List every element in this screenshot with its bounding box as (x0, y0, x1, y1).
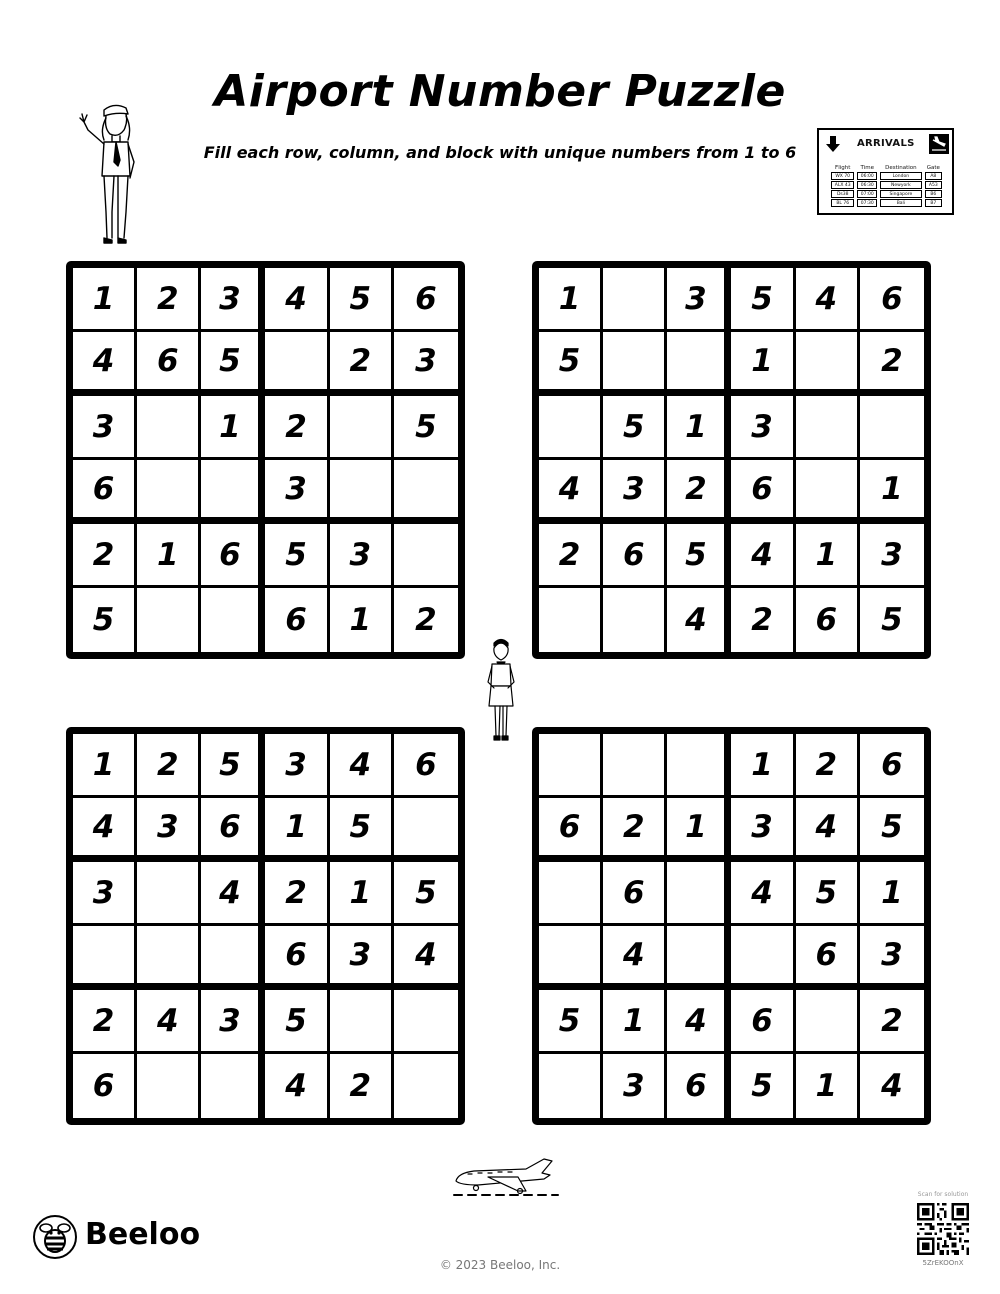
arrivals-cell: BL 76 (831, 199, 854, 207)
given-number-cell: 4 (796, 798, 860, 862)
given-number-cell: 2 (265, 396, 329, 460)
given-number-cell: 4 (796, 268, 860, 332)
given-number-cell: 6 (394, 734, 458, 798)
page-title: Airport Number Puzzle (214, 66, 786, 117)
given-number-cell: 2 (539, 524, 603, 588)
arrivals-column-header: Time (860, 165, 875, 171)
given-number-cell: 3 (330, 524, 394, 588)
given-number-cell: 6 (201, 798, 265, 862)
empty-puzzle-cell[interactable] (73, 926, 137, 990)
given-number-cell: 2 (860, 332, 924, 396)
arrivals-cell: Bali (880, 199, 922, 207)
arrow-down-icon (826, 136, 840, 152)
given-number-cell: 5 (201, 332, 265, 396)
given-number-cell: 5 (539, 332, 603, 396)
qr-code-label: 5ZrEKOOnX (922, 1259, 964, 1267)
given-number-cell: 5 (731, 268, 795, 332)
given-number-cell: 1 (73, 268, 137, 332)
empty-puzzle-cell[interactable] (539, 396, 603, 460)
given-number-cell: 1 (201, 396, 265, 460)
given-number-cell: 5 (603, 396, 667, 460)
given-number-cell: 5 (265, 524, 329, 588)
given-number-cell: 4 (137, 990, 201, 1054)
empty-puzzle-cell[interactable] (330, 460, 394, 524)
given-number-cell: 6 (137, 332, 201, 396)
empty-puzzle-cell[interactable] (137, 926, 201, 990)
given-number-cell: 2 (330, 1054, 394, 1118)
arrivals-cell: 06:30 (857, 181, 877, 189)
given-number-cell: 1 (796, 1054, 860, 1118)
given-number-cell: 3 (860, 926, 924, 990)
given-number-cell: 3 (603, 460, 667, 524)
given-number-cell: 6 (201, 524, 265, 588)
given-number-cell: 6 (265, 926, 329, 990)
given-number-cell: 3 (265, 734, 329, 798)
empty-puzzle-cell[interactable] (539, 734, 603, 798)
empty-puzzle-cell[interactable] (796, 396, 860, 460)
given-number-cell: 3 (137, 798, 201, 862)
given-number-cell: 4 (265, 268, 329, 332)
given-number-cell: 6 (731, 460, 795, 524)
given-number-cell: 5 (201, 734, 265, 798)
given-number-cell: 5 (539, 990, 603, 1054)
empty-puzzle-cell[interactable] (796, 990, 860, 1054)
airplane-illustration (448, 1155, 560, 1201)
given-number-cell: 3 (73, 396, 137, 460)
empty-puzzle-cell[interactable] (330, 396, 394, 460)
arrivals-board-header (819, 130, 952, 160)
empty-puzzle-cell[interactable] (603, 332, 667, 396)
empty-puzzle-cell[interactable] (137, 588, 201, 652)
empty-puzzle-cell[interactable] (394, 990, 458, 1054)
given-number-cell: 4 (539, 460, 603, 524)
qr-caption: Scan for solution (917, 1191, 969, 1198)
given-number-cell: 3 (73, 862, 137, 926)
given-number-cell: 2 (73, 524, 137, 588)
arrivals-cell: B7 (925, 199, 942, 207)
given-number-cell: 2 (667, 460, 731, 524)
empty-puzzle-cell[interactable] (394, 460, 458, 524)
given-number-cell: 2 (265, 862, 329, 926)
given-number-cell: 3 (265, 460, 329, 524)
given-number-cell: 5 (73, 588, 137, 652)
given-number-cell: 5 (731, 1054, 795, 1118)
empty-puzzle-cell[interactable] (201, 588, 265, 652)
arrivals-cell: WX 70 (831, 172, 854, 180)
given-number-cell: 2 (73, 990, 137, 1054)
arrivals-cell: Ds38 (831, 190, 854, 198)
sudoku-puzzle-2 (532, 261, 931, 659)
given-number-cell: 5 (330, 268, 394, 332)
empty-puzzle-cell[interactable] (201, 460, 265, 524)
arrivals-board (817, 128, 954, 215)
given-number-cell: 5 (667, 524, 731, 588)
empty-puzzle-cell[interactable] (667, 734, 731, 798)
bee-logo-icon (32, 1214, 78, 1260)
empty-puzzle-cell[interactable] (265, 332, 329, 396)
given-number-cell: 1 (539, 268, 603, 332)
empty-puzzle-cell[interactable] (137, 1054, 201, 1118)
empty-puzzle-cell[interactable] (394, 1054, 458, 1118)
given-number-cell: 3 (860, 524, 924, 588)
given-number-cell: 2 (603, 798, 667, 862)
given-number-cell: 1 (796, 524, 860, 588)
given-number-cell: 4 (860, 1054, 924, 1118)
empty-puzzle-cell[interactable] (201, 1054, 265, 1118)
empty-puzzle-cell[interactable] (539, 862, 603, 926)
given-number-cell: 1 (860, 460, 924, 524)
empty-puzzle-cell[interactable] (667, 926, 731, 990)
given-number-cell: 5 (330, 798, 394, 862)
empty-puzzle-cell[interactable] (860, 396, 924, 460)
empty-puzzle-cell[interactable] (137, 396, 201, 460)
arrivals-cell: A8 (925, 172, 942, 180)
empty-puzzle-cell[interactable] (539, 1054, 603, 1118)
sudoku-puzzle-1 (66, 261, 465, 659)
given-number-cell: 1 (860, 862, 924, 926)
given-number-cell: 4 (731, 862, 795, 926)
given-number-cell: 2 (796, 734, 860, 798)
arrivals-row (831, 172, 942, 180)
given-number-cell: 4 (201, 862, 265, 926)
empty-puzzle-cell[interactable] (330, 990, 394, 1054)
given-number-cell: 6 (860, 734, 924, 798)
given-number-cell: 6 (394, 268, 458, 332)
given-number-cell: 5 (394, 396, 458, 460)
given-number-cell: 2 (137, 734, 201, 798)
empty-puzzle-cell[interactable] (201, 926, 265, 990)
arrivals-column-header: Destination (885, 165, 917, 171)
given-number-cell: 6 (603, 862, 667, 926)
arrivals-cell: 06:00 (857, 172, 877, 180)
given-number-cell: 2 (860, 990, 924, 1054)
given-number-cell: 1 (330, 588, 394, 652)
arrivals-cell: A53 (925, 181, 942, 189)
empty-puzzle-cell[interactable] (667, 332, 731, 396)
empty-puzzle-cell[interactable] (796, 332, 860, 396)
empty-puzzle-cell[interactable] (539, 588, 603, 652)
given-number-cell: 4 (394, 926, 458, 990)
empty-puzzle-cell[interactable] (394, 524, 458, 588)
given-number-cell: 3 (731, 798, 795, 862)
arrivals-cell: 07:30 (857, 199, 877, 207)
given-number-cell: 6 (796, 588, 860, 652)
empty-puzzle-cell[interactable] (137, 460, 201, 524)
arrivals-row (831, 181, 942, 189)
arrivals-cell: Newyork (880, 181, 922, 189)
empty-puzzle-cell[interactable] (603, 268, 667, 332)
empty-puzzle-cell[interactable] (137, 862, 201, 926)
given-number-cell: 3 (731, 396, 795, 460)
given-number-cell: 4 (73, 798, 137, 862)
given-number-cell: 6 (73, 1054, 137, 1118)
given-number-cell: 3 (201, 268, 265, 332)
given-number-cell: 4 (667, 588, 731, 652)
given-number-cell: 6 (731, 990, 795, 1054)
given-number-cell: 4 (731, 524, 795, 588)
given-number-cell: 4 (603, 926, 667, 990)
arrivals-table (828, 164, 945, 208)
given-number-cell: 1 (731, 332, 795, 396)
empty-puzzle-cell[interactable] (539, 926, 603, 990)
puzzle-instructions: Fill each row, column, and block with unique numbers from 1 to 6 (203, 143, 797, 162)
given-number-cell: 1 (731, 734, 795, 798)
given-number-cell: 1 (667, 396, 731, 460)
given-number-cell: 5 (796, 862, 860, 926)
given-number-cell: 2 (330, 332, 394, 396)
arrivals-title: ARRIVALS (857, 138, 915, 149)
arrivals-cell: 07:00 (857, 190, 877, 198)
given-number-cell: 3 (667, 268, 731, 332)
arrivals-column-header: Flight (835, 165, 851, 171)
empty-puzzle-cell[interactable] (667, 862, 731, 926)
pilot-illustration (74, 100, 146, 245)
given-number-cell: 1 (667, 798, 731, 862)
given-number-cell: 6 (539, 798, 603, 862)
given-number-cell: 2 (731, 588, 795, 652)
given-number-cell: 2 (394, 588, 458, 652)
given-number-cell: 5 (394, 862, 458, 926)
sudoku-puzzle-4 (532, 727, 931, 1125)
given-number-cell: 3 (330, 926, 394, 990)
arrivals-cell: Singapore (880, 190, 922, 198)
given-number-cell: 4 (265, 1054, 329, 1118)
empty-puzzle-cell[interactable] (394, 798, 458, 862)
given-number-cell: 6 (265, 588, 329, 652)
arrivals-row (831, 190, 942, 198)
given-number-cell: 6 (667, 1054, 731, 1118)
given-number-cell: 4 (667, 990, 731, 1054)
given-number-cell: 6 (73, 460, 137, 524)
empty-puzzle-cell[interactable] (603, 734, 667, 798)
given-number-cell: 5 (860, 588, 924, 652)
given-number-cell: 4 (73, 332, 137, 396)
given-number-cell: 5 (265, 990, 329, 1054)
given-number-cell: 1 (603, 990, 667, 1054)
copyright-text: © 2023 Beeloo, Inc. (439, 1258, 561, 1272)
brand-name: Beeloo (85, 1217, 201, 1252)
given-number-cell: 1 (137, 524, 201, 588)
given-number-cell: 3 (394, 332, 458, 396)
empty-puzzle-cell[interactable] (731, 926, 795, 990)
given-number-cell: 5 (860, 798, 924, 862)
given-number-cell: 6 (860, 268, 924, 332)
given-number-cell: 1 (73, 734, 137, 798)
plane-landing-icon (929, 134, 949, 154)
arrivals-cell: ALX 43 (831, 181, 854, 189)
given-number-cell: 1 (265, 798, 329, 862)
arrivals-cell: B6 (925, 190, 942, 198)
empty-puzzle-cell[interactable] (796, 460, 860, 524)
given-number-cell: 4 (330, 734, 394, 798)
arrivals-column-header: Gate (926, 165, 940, 171)
sudoku-puzzle-3 (66, 727, 465, 1125)
given-number-cell: 6 (603, 524, 667, 588)
qr-code-icon[interactable] (917, 1203, 969, 1255)
given-number-cell: 1 (330, 862, 394, 926)
flight-attendant-illustration (484, 636, 518, 742)
given-number-cell: 6 (796, 926, 860, 990)
given-number-cell: 3 (603, 1054, 667, 1118)
given-number-cell: 3 (201, 990, 265, 1054)
arrivals-row (831, 199, 942, 207)
given-number-cell: 2 (137, 268, 201, 332)
empty-puzzle-cell[interactable] (603, 588, 667, 652)
arrivals-cell: London (880, 172, 922, 180)
